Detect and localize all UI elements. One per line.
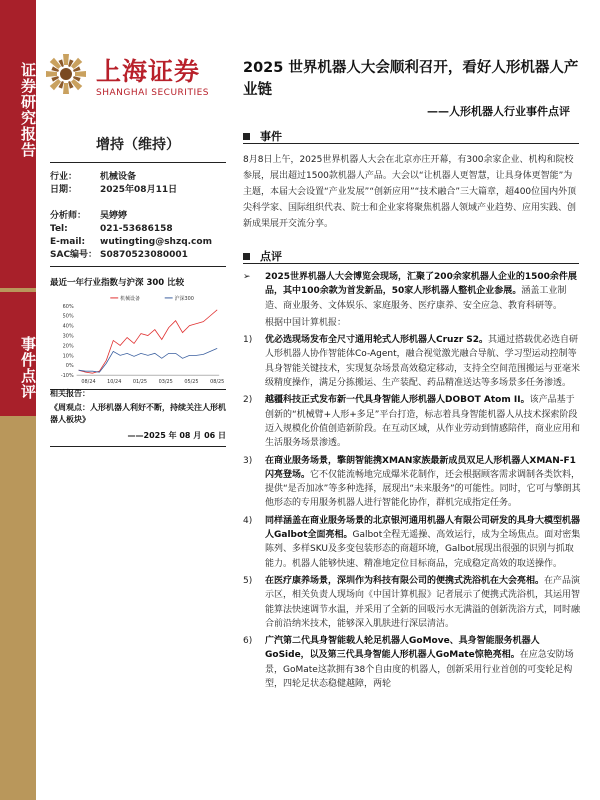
x-tick-label: 10/24 bbox=[107, 379, 122, 386]
report-meta bbox=[50, 128, 226, 267]
y-tick-label: -10% bbox=[60, 373, 74, 380]
event-body: 8月8日上午，2025世界机器人大会在北京亦庄开幕，有300余家企业、机构和院校参展，展出超过1500款机器人产品。大会以“让机器人更智慧，让具身体更智能”为主题，本届大会设置“产业发展”“创新应用”“技术融合”三大篇章，超400位国内外顶尖科学家、国际组织代表、院士和企业家将聚焦机器人领域产业趋势、应用实践、创新成果展开交流分享。 bbox=[243, 155, 577, 229]
item-text: 该产品基于创新的“机械臂+人形+多足”平台打造，标志着具身智能机器人从技术探索阶段迈入规模化价值创造新阶段。在互动区域，从作业劳动到情感陪伴，商业应用和生活服务场景渗透。 bbox=[265, 395, 581, 449]
x-tick-label: 08/25 bbox=[210, 379, 225, 386]
sidebar-report-label: 证券研究报告 bbox=[19, 62, 37, 158]
list-item bbox=[243, 393, 581, 450]
series-line bbox=[79, 348, 218, 372]
related-label: 相关报告： bbox=[50, 389, 90, 398]
list-item bbox=[243, 454, 581, 511]
x-tick-label: 01/25 bbox=[132, 379, 148, 386]
legend-label: 机械设备 bbox=[120, 295, 140, 302]
item-text: Galbot全程无遥操、高效运行，成为全场焦点。面对密集陈列、多样SKU及多变包装形态的商超环境，Galbot展现出很强的识别与抓取能力。机器人能够快速、精准地定位目标商品，完成稳定高效的取送操作。 bbox=[265, 530, 581, 569]
review-heading: 点评 bbox=[243, 248, 282, 264]
item-number: 6) bbox=[243, 636, 253, 647]
analyst-label: 分析师： bbox=[50, 211, 87, 221]
brand-name-en: SHANGHAI SECURITIES bbox=[96, 88, 210, 98]
y-tick-label: 0% bbox=[65, 363, 74, 370]
series-line bbox=[79, 310, 218, 373]
y-tick-label: 20% bbox=[62, 343, 74, 350]
y-tick-label: 40% bbox=[62, 323, 74, 330]
item-headline: 同样涵盖在商业服务场景的北京银河通用机器人有限公司研发的具身大模型机器人Galbot全面亮相。 bbox=[265, 515, 581, 541]
item-number: 1) bbox=[243, 335, 253, 346]
report-title: 2025 世界机器人大会顺利召开，看好人形机器人产业链 bbox=[243, 60, 579, 98]
x-tick-label: 08/24 bbox=[81, 379, 96, 386]
related-report-link[interactable]: 《周观点：人形机器人利好不断，持续关注人形机器人板块》 bbox=[50, 403, 226, 424]
date-label: 日期： bbox=[50, 185, 78, 195]
y-tick-label: 30% bbox=[62, 333, 74, 340]
legend-label: 沪深300 bbox=[174, 295, 194, 302]
brand-name-cn: 上海证券 bbox=[96, 57, 201, 86]
x-tick-label: 03/25 bbox=[158, 379, 173, 386]
item-headline: 优必选现场发布全尺寸通用轮式人形机器人Cruzr S2。 bbox=[265, 335, 489, 346]
item-number: 3) bbox=[243, 455, 253, 466]
industry-label: 行业： bbox=[50, 172, 78, 182]
item-text: 在应急安防场景，GoMate这款拥有38个自由度的机器人，创新采用行业首创的可变轮足构型，四轮足状态稳健越障，两轮 bbox=[265, 650, 574, 690]
email-label: E-mail: bbox=[50, 237, 86, 247]
review-divider bbox=[243, 263, 579, 264]
item-text: 在产品演示区，相关负责人现场向《中国计算机报》记者展示了便携式洗浴机，其运用智能算法快速调节水温，并采用了全新的回吸污水无满溢的创新洗浴方式，同时融合前沿纳米技术，能够深入肌肤进行深层清洁。 bbox=[265, 575, 581, 629]
related-report-date: ——2025 年 08 月 06 日 bbox=[127, 431, 226, 440]
sac-value: S0870523080001 bbox=[100, 250, 188, 260]
chart-title: 最近一年行业指数与沪深 300 比较 bbox=[50, 278, 185, 288]
list-item bbox=[243, 333, 581, 390]
index-comparison-chart bbox=[50, 290, 226, 390]
item-text: 它不仅能流畅地完成爆米花制作，还会根据顾客需求调制各类饮料，提供“是否加冰”等多种选择，展现出“未来服务”的可能性。同时，它可与擎朗其他形态的专用服务机器人进行智能化协作，群机完成指定任务。 bbox=[265, 469, 581, 509]
y-tick-label: 10% bbox=[62, 353, 74, 360]
email-link[interactable]: wutingting@shzq.com bbox=[100, 237, 212, 247]
item-number: 5) bbox=[243, 575, 253, 586]
tel-value: 021-53686158 bbox=[100, 224, 173, 234]
sac-label: SAC编号： bbox=[50, 250, 98, 260]
review-lead: ➢ 2025世界机器人大会博览会现场，汇聚了200余家机器人企业的1500余件展品，其中100余款为首发新品，50家人形机器人整机企业参展。涵盖工业制造、商业服务、文体娱乐、家庭服务、医疗康养、安全应急、教育科研等。 bbox=[243, 270, 581, 313]
section-bullet-icon bbox=[243, 133, 250, 140]
report-subtitle: ——人形机器人行业事件点评 bbox=[427, 105, 570, 118]
y-tick-label: 60% bbox=[62, 303, 74, 310]
related-reports bbox=[50, 388, 226, 447]
review-basis: 根据中国计算机报： bbox=[265, 317, 347, 328]
item-text: 其通过搭载优必选自研人形机器人协作智能体Co-Agent，融合视觉激光融合导航、学习型运动控制等具身智能关键技术，实现复杂场景高效稳定移动，支持全空间范围搬运与亚毫米级精度操作，满足分拣搬运、生产装配、药品精准送达等多场景多任务渗透。 bbox=[265, 335, 581, 389]
item-headline: 越疆科技正式发布新一代具身智能人形机器人DOBOT Atom II。 bbox=[265, 395, 530, 406]
related-divider bbox=[50, 446, 226, 447]
event-heading: 事件 bbox=[243, 128, 282, 144]
event-divider bbox=[243, 143, 579, 144]
industry-value: 机械设备 bbox=[100, 172, 137, 182]
arrow-bullet-icon: ➢ bbox=[243, 272, 251, 282]
list-item bbox=[243, 514, 581, 571]
rating-label: 增持（维持） bbox=[50, 128, 226, 163]
item-number: 4) bbox=[243, 515, 253, 526]
brand-block bbox=[96, 58, 209, 98]
list-item bbox=[243, 634, 581, 691]
date-value: 2025年08月11日 bbox=[100, 185, 178, 195]
tel-label: Tel: bbox=[50, 224, 68, 234]
item-headline: 广汽第二代具身智能载人轮足机器人GoMove、具身智能服务机器人GoSide，以及第三代具身智能人形机器人GoMate惊艳亮相。 bbox=[265, 636, 540, 661]
analyst-name: 吴婷婷 bbox=[100, 211, 128, 221]
review-body bbox=[243, 270, 581, 694]
shanghai-securities-logo-icon bbox=[44, 52, 88, 96]
sidebar-type-label: 事件点评 bbox=[19, 336, 37, 400]
x-tick-label: 05/25 bbox=[184, 379, 199, 386]
item-number: 2) bbox=[243, 395, 253, 406]
item-headline: 在商业服务场景，擎朗智能携XMAN家族最新成员双足人形机器人XMAN-F1闪亮登场。 bbox=[265, 455, 576, 480]
section-bullet-icon bbox=[243, 253, 250, 260]
y-tick-label: 50% bbox=[62, 313, 74, 320]
list-item bbox=[243, 574, 581, 631]
item-headline: 在医疗康养场景，深圳作为科技有限公司的便携式洗浴机在大会亮相。 bbox=[265, 575, 545, 586]
